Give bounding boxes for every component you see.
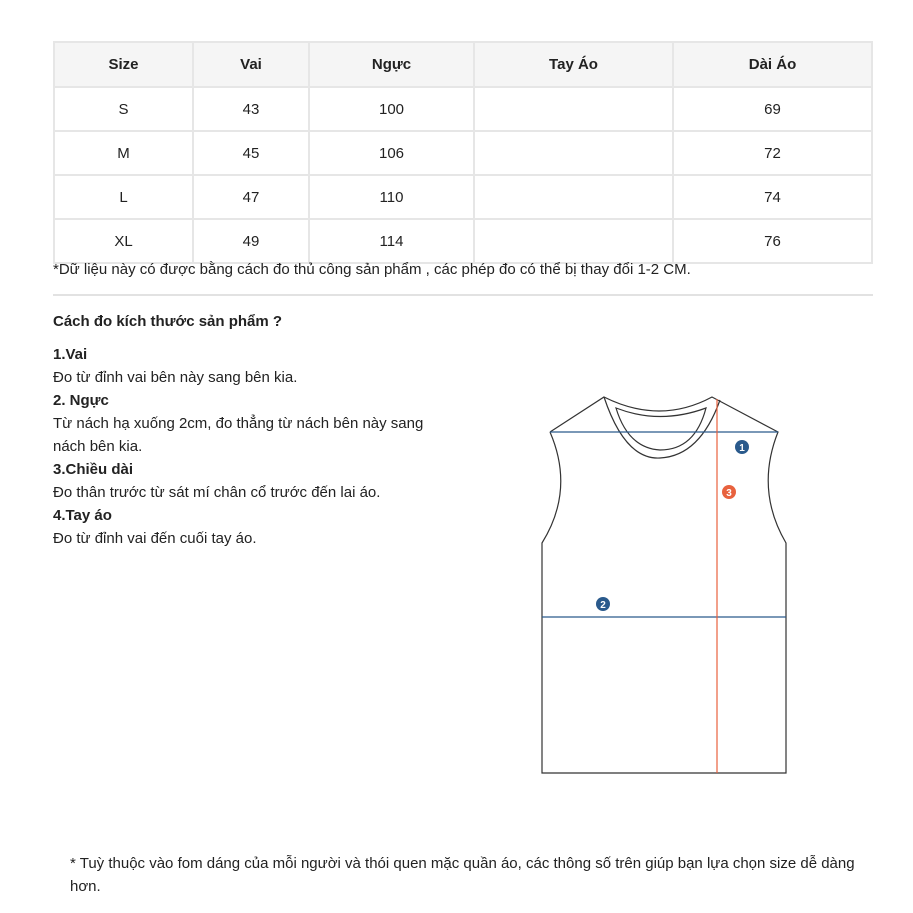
measurement-note: *Dữ liệu này có được bằng cách đo thủ công sản phẩm , các phép đo có thể bị thay đổi 1-2 CM. [53, 261, 691, 278]
header-size: Size [54, 42, 193, 87]
table-row [54, 131, 872, 175]
table-row [54, 219, 872, 263]
table-cell: M [54, 131, 193, 175]
size-table [53, 41, 873, 264]
table-cell: 45 [193, 131, 309, 175]
guide-heading: 1.Vai [53, 346, 88, 363]
header-tay-ao: Tay Áo [474, 42, 673, 87]
table-cell: 47 [193, 175, 309, 219]
guide-title: Cách đo kích thước sản phẩm ? [53, 313, 283, 330]
guide-heading: 3.Chiều dài [53, 461, 134, 478]
svg-text:3: 3 [726, 488, 732, 499]
header-vai: Vai [193, 42, 309, 87]
table-cell: 76 [673, 219, 872, 263]
guide-heading: 2. Ngực [53, 392, 109, 409]
shirt-outline [542, 397, 786, 773]
table-row [54, 87, 872, 131]
table-cell [474, 131, 673, 175]
table-cell: 72 [673, 131, 872, 175]
table-cell: 49 [193, 219, 309, 263]
table-cell: L [54, 175, 193, 219]
guide-heading: 4.Tay áo [53, 507, 112, 524]
table-cell: 114 [309, 219, 474, 263]
table-cell: 43 [193, 87, 309, 131]
svg-text:2: 2 [600, 600, 606, 611]
table-cell: S [54, 87, 193, 131]
footer-note: * Tuỳ thuộc vào fom dáng của mỗi người và thói quen mặc quần áo, các thông số trên giúp bạn lựa chọn size dễ dàng hơn. [70, 855, 855, 895]
table-cell: 74 [673, 175, 872, 219]
guide-text: Đo thân trước từ sát mí chân cổ trước đến lai áo. [53, 484, 381, 501]
badge-3 [722, 485, 736, 499]
table-cell [474, 175, 673, 219]
table-cell: 106 [309, 131, 474, 175]
shirt-diagram [530, 390, 800, 790]
header-nguc: Ngực [309, 42, 474, 87]
table-cell: 100 [309, 87, 474, 131]
header-dai-ao: Dài Áo [673, 42, 872, 87]
table-header-row [54, 42, 872, 87]
svg-text:1: 1 [739, 443, 745, 454]
table-cell: 110 [309, 175, 474, 219]
table-row [54, 175, 872, 219]
table-cell: XL [54, 219, 193, 263]
table-cell [474, 87, 673, 131]
divider [53, 294, 873, 296]
badge-1 [735, 440, 749, 454]
table-cell: 69 [673, 87, 872, 131]
badge-2 [596, 597, 610, 611]
table-cell [474, 219, 673, 263]
guide-text: Đo từ đỉnh vai bên này sang bên kia. [53, 369, 298, 386]
guide-text: Đo từ đỉnh vai đến cuối tay áo. [53, 530, 257, 547]
guide-text: Từ nách hạ xuống 2cm, đo thẳng từ nách bên này sang nách bên kia. [53, 415, 424, 455]
measurement-guide [53, 310, 453, 550]
